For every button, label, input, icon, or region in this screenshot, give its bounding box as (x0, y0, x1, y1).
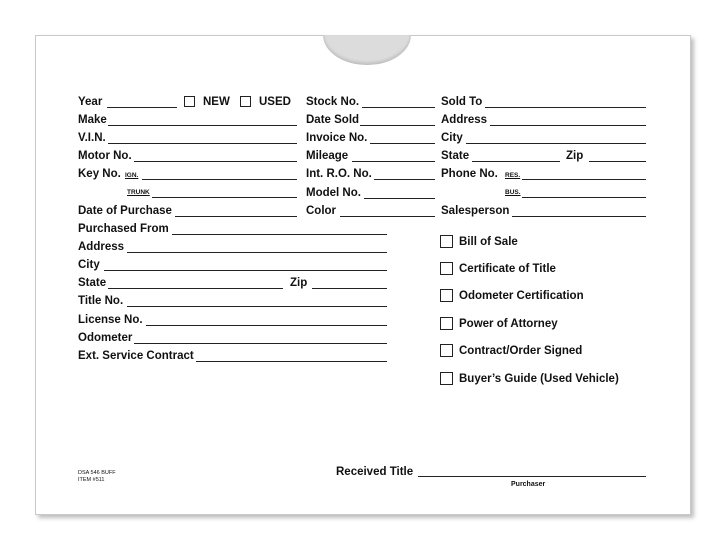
salesperson-label: Salesperson (441, 205, 510, 217)
address2-field[interactable] (127, 252, 387, 253)
phone-no-label: Phone No. (441, 168, 498, 180)
form-code: DSA 546 BUFF (78, 470, 116, 476)
power-of-attorney-checkbox[interactable] (440, 317, 453, 330)
purchased-from-field[interactable] (172, 234, 387, 235)
received-title-label: Received Title (336, 466, 414, 478)
license-no-label: License No. (78, 314, 143, 326)
model-no-field[interactable] (364, 198, 435, 199)
bus-label: BUS. (505, 189, 521, 196)
odometer-field[interactable] (134, 343, 387, 344)
bill-of-sale-checkbox[interactable] (440, 235, 453, 248)
zip-label: Zip (566, 150, 584, 162)
license-no-field[interactable] (146, 325, 387, 326)
state2-label: State (78, 277, 107, 289)
odometer-certification-checkbox[interactable] (440, 289, 453, 302)
certificate-of-title-label: Certificate of Title (459, 263, 556, 275)
address-field[interactable] (490, 125, 646, 126)
city-field[interactable] (466, 143, 646, 144)
motor-no-field[interactable] (134, 161, 297, 162)
state-field[interactable] (472, 161, 560, 162)
contract-order-signed-label: Contract/Order Signed (459, 345, 583, 357)
odometer-label: Odometer (78, 332, 133, 344)
phone-bus-field[interactable] (522, 197, 646, 198)
key-trunk-field[interactable] (152, 197, 297, 198)
city-label: City (441, 132, 463, 144)
make-label: Make (78, 114, 107, 126)
purchaser-caption: Purchaser (511, 481, 546, 488)
buyers-guide-label: Buyer’s Guide (Used Vehicle) (459, 373, 619, 385)
int-ro-no-label: Int. R.O. No. (306, 168, 372, 180)
date-of-purchase-field[interactable] (175, 216, 297, 217)
mileage-label: Mileage (306, 150, 349, 162)
certificate-of-title-checkbox[interactable] (440, 262, 453, 275)
used-label: USED (259, 96, 291, 108)
color-field[interactable] (340, 216, 435, 217)
city2-label: City (78, 259, 100, 271)
date-sold-field[interactable] (360, 125, 435, 126)
ext-service-contract-field[interactable] (196, 361, 387, 362)
title-no-label: Title No. (78, 295, 124, 307)
ext-service-contract-label: Ext. Service Contract (78, 350, 194, 362)
ign-label: IGN. (125, 172, 139, 179)
purchased-from-label: Purchased From (78, 223, 169, 235)
sold-to-field[interactable] (485, 107, 646, 108)
zip-field[interactable] (589, 161, 646, 162)
title-no-field[interactable] (127, 306, 387, 307)
state-label: State (441, 150, 470, 162)
buyers-guide-checkbox[interactable] (440, 372, 453, 385)
key-no-label: Key No. (78, 168, 121, 180)
contract-order-signed-checkbox[interactable] (440, 344, 453, 357)
make-field[interactable] (108, 125, 297, 126)
city2-field[interactable] (104, 270, 387, 271)
item-number: ITEM #511 (78, 477, 105, 483)
received-title-signature-field[interactable] (418, 476, 646, 477)
date-sold-label: Date Sold (306, 114, 360, 126)
odometer-certification-label: Odometer Certification (459, 290, 584, 302)
year-label: Year (78, 96, 103, 108)
invoice-no-field[interactable] (370, 143, 435, 144)
zip2-label: Zip (290, 277, 308, 289)
key-ign-field[interactable] (142, 179, 297, 180)
sold-to-label: Sold To (441, 96, 483, 108)
date-of-purchase-label: Date of Purchase (78, 205, 172, 217)
new-checkbox[interactable] (184, 96, 195, 107)
model-no-label: Model No. (306, 187, 361, 199)
vin-field[interactable] (108, 143, 297, 144)
used-checkbox[interactable] (240, 96, 251, 107)
power-of-attorney-label: Power of Attorney (459, 318, 558, 330)
trunk-label: TRUNK (127, 189, 150, 196)
salesperson-field[interactable] (512, 216, 646, 217)
zip2-field[interactable] (312, 288, 387, 289)
address2-label: Address (78, 241, 125, 253)
invoice-no-label: Invoice No. (306, 132, 368, 144)
year-field[interactable] (107, 107, 177, 108)
address-label: Address (441, 114, 488, 126)
vin-label: V.I.N. (78, 132, 106, 144)
state2-field[interactable] (108, 288, 283, 289)
motor-no-label: Motor No. (78, 150, 132, 162)
stock-no-field[interactable] (362, 107, 435, 108)
int-ro-no-field[interactable] (374, 179, 435, 180)
res-label: RES. (505, 172, 521, 179)
new-label: NEW (203, 96, 230, 108)
phone-res-field[interactable] (522, 179, 646, 180)
mileage-field[interactable] (352, 161, 435, 162)
color-label: Color (306, 205, 337, 217)
bill-of-sale-label: Bill of Sale (459, 236, 518, 248)
stock-no-label: Stock No. (306, 96, 360, 108)
